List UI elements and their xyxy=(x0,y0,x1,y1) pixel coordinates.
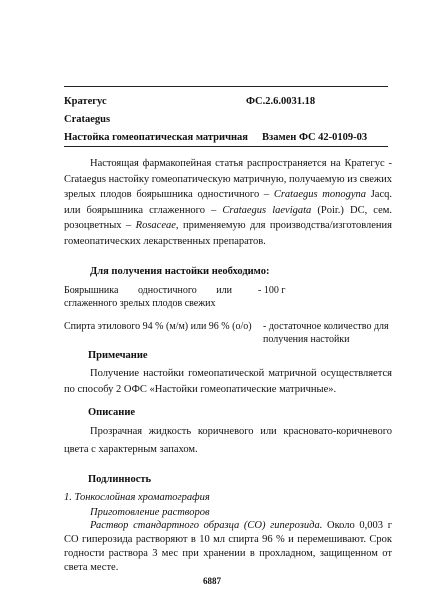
title-lat: Crataegus xyxy=(64,114,111,125)
intro-latin-3: Rosaceae xyxy=(135,220,176,231)
identity-method: 1. Тонкослойная хроматография xyxy=(64,492,210,503)
intro-text-a: Настоящая фармакопейная статья распространяется на Кратегус - Crataegus настойку гомеопатическую матричную, получаемую из свежих зрелых плодов боярышника одностичного – xyxy=(64,158,392,200)
header-top-rule xyxy=(64,86,388,87)
document-code: ФС.2.6.0031.18 xyxy=(246,96,316,107)
ingredient-2-amount: - достаточное количество для получения настойки xyxy=(263,321,389,345)
title-ru: Кратегус xyxy=(64,96,107,107)
ingredient-2-name: Спирта этилового 94 % (м/м) или 96 % (о/о) xyxy=(64,321,252,332)
replaces-label: Взамен ФС 42-0109-03 xyxy=(262,132,368,143)
identity-subheading: Приготовление растворов xyxy=(90,507,210,518)
intro-text-c: (Poir.) DC, сем. розоцветных – xyxy=(64,204,392,231)
note-text: Получение настойки гомеопатической матричной осуществляется по способу 2 ОФС «Настойки гомеопатические матричные». xyxy=(64,368,392,395)
note-heading: Примечание xyxy=(88,350,148,361)
preparation-heading: Для получения настойки необходимо: xyxy=(90,266,270,277)
description-heading: Описание xyxy=(88,407,136,418)
page-number: 6887 xyxy=(203,576,221,586)
intro-paragraph xyxy=(64,156,392,249)
ingredient-1-amount: - 100 г xyxy=(258,285,286,296)
intro-text-b: Jacq. или боярышника сглаженного – xyxy=(64,189,392,216)
identity-para-rest: Около 0,003 г СО гиперозида растворяют в 10 мл спирта 96 % и перемешивают. Срок годности раствора 3 мес при хранении в прохладном, защищенном от света месте. xyxy=(64,520,393,573)
intro-latin-2: Crataegus laevigata xyxy=(222,204,312,216)
identity-paragraph xyxy=(64,519,392,575)
subtitle: Настойка гомеопатическая матричная xyxy=(64,132,248,143)
identity-heading: Подлинность xyxy=(88,474,152,485)
identity-para-lead: Раствор стандартного образца (СО) гиперозида. xyxy=(90,520,323,531)
header-bottom-rule xyxy=(64,146,388,147)
intro-text-d: , применяемую для производства/изготовления гомеопатических лекарственных препаратов. xyxy=(64,220,392,247)
ingredient-1-name: Боярышника одностичного или сглаженного зрелых плодов свежих xyxy=(64,285,232,309)
description-text: Прозрачная жидкость коричневого или красновато-коричневого цвета с характерным запахом. xyxy=(64,426,392,455)
intro-latin-1: Crataegus monogyna xyxy=(273,189,367,200)
